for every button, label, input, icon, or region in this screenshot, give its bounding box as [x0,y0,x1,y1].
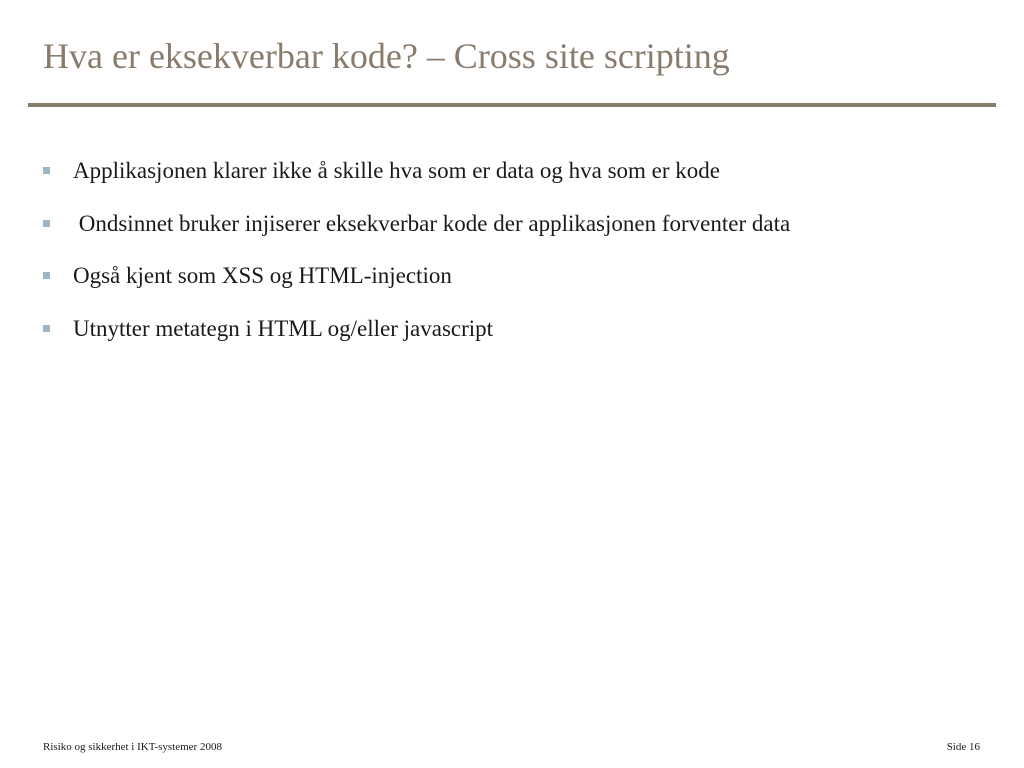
bullet-item [43,316,983,369]
bullet-item [43,263,983,316]
bullet-text: Også kjent som XSS og HTML-injection [73,263,452,288]
footer-page-number: Side 16 [946,741,980,753]
bullet-item [43,211,983,264]
bullet-text: Applikasjonen klarer ikke å skille hva som er data og hva som er kode [73,158,721,183]
footer-course-name: Risiko og sikkerhet i IKT-systemer 2008 [43,741,222,753]
bullet-text: Utnytter metategn i HTML og/eller javascript [73,315,494,341]
slide-title: Hva er eksekverbar kode? – Cross site scripting [43,36,730,76]
title-divider [28,103,996,107]
square-bullet-icon [43,220,50,227]
bullet-list [43,158,983,368]
square-bullet-icon [43,272,50,279]
bullet-text: Ondsinnet bruker injiserer eksekverbar kode der applikasjonen forventer data [73,210,791,236]
square-bullet-icon [43,325,50,332]
bullet-item [43,158,983,211]
square-bullet-icon [43,167,50,174]
